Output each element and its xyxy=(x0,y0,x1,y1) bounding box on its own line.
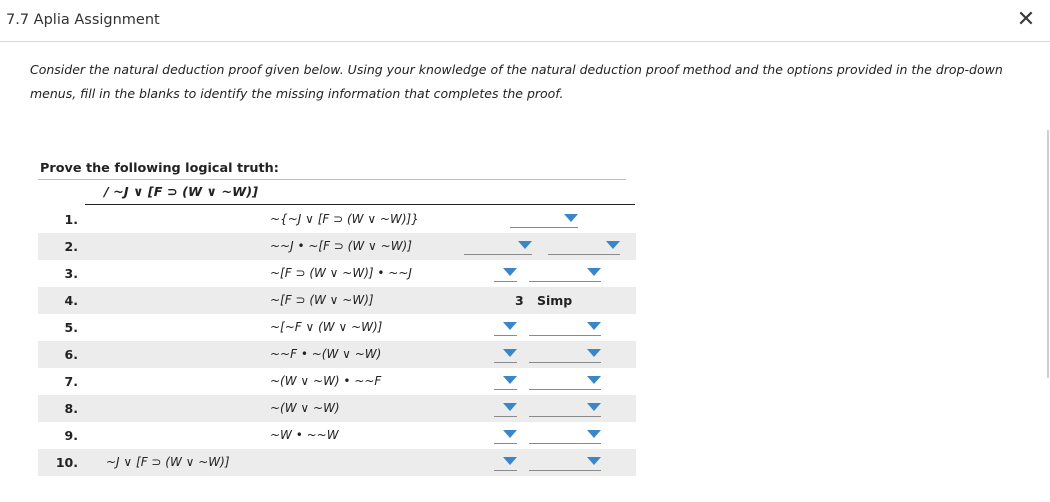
rule-dropdown[interactable] xyxy=(529,398,601,417)
chevron-down-icon xyxy=(503,403,517,411)
rule-name: Simp xyxy=(537,293,573,308)
chevron-down-icon xyxy=(503,322,517,330)
chevron-down-icon xyxy=(503,376,517,384)
line-formula: ~J ∨ [F ⊃ (W ∨ ~W)] xyxy=(106,455,230,469)
line-ref-dropdown[interactable] xyxy=(494,452,517,471)
conclusion-underline xyxy=(85,204,635,205)
proof-line xyxy=(38,422,636,449)
chevron-down-icon xyxy=(503,349,517,357)
line-formula: ~{~J ∨ [F ⊃ (W ∨ ~W)]} xyxy=(270,212,419,226)
proof-table xyxy=(38,206,636,476)
chevron-down-icon xyxy=(587,268,601,276)
rule-dropdown[interactable] xyxy=(529,425,601,444)
line-formula: ~[F ⊃ (W ∨ ~W)] xyxy=(270,293,374,307)
chevron-down-icon xyxy=(587,403,601,411)
proof-line xyxy=(38,260,636,287)
proof-line xyxy=(38,395,636,422)
line-ref-dropdown[interactable] xyxy=(494,344,517,363)
line-ref-dropdown[interactable] xyxy=(494,425,517,444)
instructions-text: Consider the natural deduction proof given below. Using your knowledge of the natural deduction proof method and the options provided in the drop-down menus, fill in the blanks to identify the missing information that completes the proof. xyxy=(30,62,1003,101)
chevron-down-icon xyxy=(587,430,601,438)
proof-conclusion: / ~J ∨ [F ⊃ (W ∨ ~W)] xyxy=(104,185,258,200)
line-number: 10. xyxy=(55,455,78,470)
rule-dropdown[interactable] xyxy=(529,263,601,282)
chevron-down-icon xyxy=(503,430,517,438)
line-reference: 3 xyxy=(515,293,524,308)
line-ref-dropdown[interactable] xyxy=(494,317,517,336)
line-number: 1. xyxy=(64,212,78,227)
chevron-down-icon xyxy=(587,349,601,357)
line-formula: ~[F ⊃ (W ∨ ~W)] • ~~J xyxy=(270,266,412,280)
line-number: 9. xyxy=(64,428,78,443)
line-ref-dropdown[interactable] xyxy=(464,236,532,255)
line-number: 7. xyxy=(64,374,78,389)
chevron-down-icon xyxy=(587,322,601,330)
chevron-down-icon xyxy=(518,241,532,249)
line-number: 8. xyxy=(64,401,78,416)
chevron-down-icon xyxy=(587,376,601,384)
proof-line xyxy=(38,206,636,233)
line-number: 2. xyxy=(64,239,78,254)
rule-dropdown[interactable] xyxy=(548,236,620,255)
rule-dropdown[interactable] xyxy=(529,344,601,363)
justification-dropdown[interactable] xyxy=(510,209,578,228)
line-ref-dropdown[interactable] xyxy=(494,398,517,417)
proof-line xyxy=(38,449,636,476)
dialog-header xyxy=(0,0,1050,42)
chevron-down-icon xyxy=(564,214,578,222)
proof-heading: Prove the following logical truth: xyxy=(40,161,279,176)
line-formula: ~W • ~~W xyxy=(270,428,339,442)
proof-line xyxy=(38,233,636,260)
scrollbar-edge xyxy=(1047,130,1049,378)
divider xyxy=(38,179,626,180)
line-number: 3. xyxy=(64,266,78,281)
line-number: 4. xyxy=(64,293,78,308)
line-ref-dropdown[interactable] xyxy=(494,263,517,282)
line-formula: ~~F • ~(W ∨ ~W) xyxy=(270,347,382,361)
dialog-title: 7.7 Aplia Assignment xyxy=(6,12,160,28)
proof-line xyxy=(38,287,636,314)
rule-dropdown[interactable] xyxy=(529,452,601,471)
line-formula: ~(W ∨ ~W) • ~~F xyxy=(270,374,382,388)
line-formula: ~(W ∨ ~W) xyxy=(270,401,340,415)
line-ref-dropdown[interactable] xyxy=(494,371,517,390)
proof-line xyxy=(38,314,636,341)
line-number: 6. xyxy=(64,347,78,362)
chevron-down-icon xyxy=(503,268,517,276)
chevron-down-icon xyxy=(503,457,517,465)
line-number: 5. xyxy=(64,320,78,335)
proof-line xyxy=(38,341,636,368)
rule-dropdown[interactable] xyxy=(529,317,601,336)
line-formula: ~[~F ∨ (W ∨ ~W)] xyxy=(270,320,383,334)
rule-dropdown[interactable] xyxy=(529,371,601,390)
close-icon[interactable]: ✕ xyxy=(1016,7,1036,32)
chevron-down-icon xyxy=(587,457,601,465)
line-formula: ~~J • ~[F ⊃ (W ∨ ~W)] xyxy=(270,239,412,253)
proof-line xyxy=(38,368,636,395)
chevron-down-icon xyxy=(606,241,620,249)
